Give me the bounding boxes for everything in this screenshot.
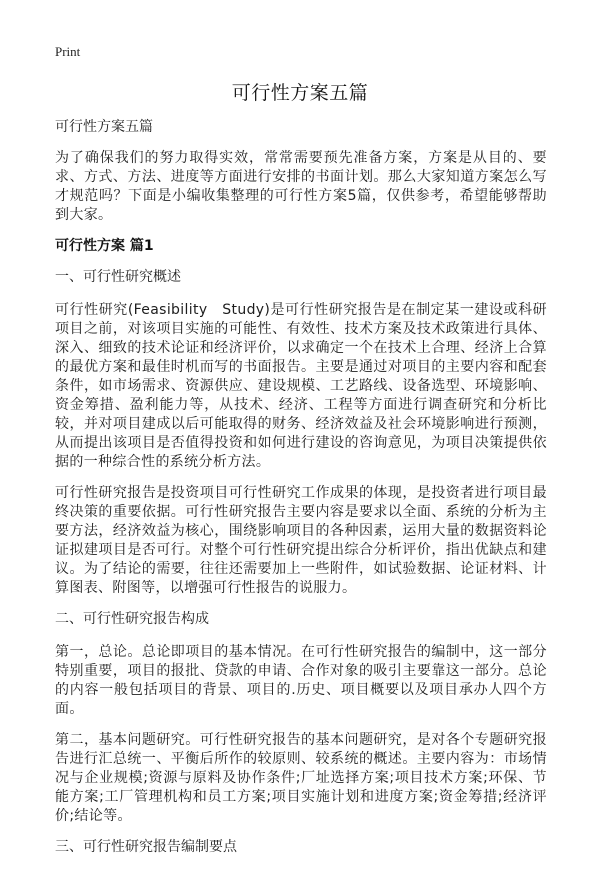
document-content <box>55 118 547 871</box>
overview-paragraph-2: 可行性研究报告是投资项目可行性研究工作成果的体现，是投资者进行项目最终决策的重要依据。可行性研究报告主要内容是要求以全面、系统的分析为主要方法，经济效益为核心，围绕影响项目的各种因素，运用大量的数据资料论证拟建项目是否可行。对整个可行性研究提出综合分析评价，指出优缺点和建议。为了结论的需要，往往还需要加上一些附件，如试验数据、论证材料、计算图表、附图等，以增强可行性报告的说服力。 <box>55 485 547 596</box>
section-heading-overview: 一、可行性研究概述 <box>55 269 181 285</box>
structure-paragraph-2: 第二，基本问题研究。可行性研究报告的基本问题研究，是对各个专题研究报告进行汇总统一、平衡后所作的较原则、较系统的概述。主要内容为：市场情况与企业规模;资源与原料及协作条件;厂址选择方案;项目技术方案;环保、节能方案;工厂管理机构和员工方案;项目实施计划和进度方案;资金筹措;经济评价;结论等。 <box>55 732 547 824</box>
part-heading: 可行性方案 篇1 <box>55 238 154 254</box>
section-heading-structure: 二、可行性研究报告构成 <box>55 611 209 627</box>
section-heading-key-points: 三、可行性研究报告编制要点 <box>55 839 237 855</box>
structure-paragraph-1: 第一，总论。总论即项目的基本情况。在可行性研究报告的编制中，这一部分特别重要，项目的报批、贷款的申请、合作对象的吸引主要靠这一部分。总论的内容一般包括项目的背景、项目的.历史、项目概要以及项目承办人四个方面。 <box>55 644 547 717</box>
overview-paragraph-1: 可行性研究(Feasibility Study)是可行性研究报告是在制定某一建设或科研项目之前，对该项目实施的可能性、有效性、技术方案及技术政策进行具体、深入、细致的技术论证和经济评价，以求确定一个在技术上合理、经济上合算的最优方案和最佳时机而写的书面报告。主要是通过对项目的主要内容和配套条件，如市场需求、资源供应、建设规模、工艺路线、设备选型、环境影响、资金筹措、盈利能力等，从技术、经济、工程等方面进行调查研究和分析比较，并对项目建成以后可能取得的财务、经济效益及社会环境影响进行预测，从而提出该项目是否值得投资和如何进行建设的咨询意见，为项目决策提供依据的一种综合性的系统分析方法。 <box>55 302 547 470</box>
intro-paragraph: 为了确保我们的努力取得实效，常常需要预先准备方案，方案是从目的、要求、方式、方法、进度等方面进行安排的书面计划。那么大家知道方案怎么写才规范吗？下面是小编收集整理的可行性方案5篇，仅供参考，希望能够帮助到大家。 <box>55 150 547 223</box>
print-label: Print <box>55 44 81 59</box>
document-subtitle: 可行性方案五篇 <box>55 119 153 135</box>
document-title: 可行性方案五篇 <box>231 82 369 104</box>
